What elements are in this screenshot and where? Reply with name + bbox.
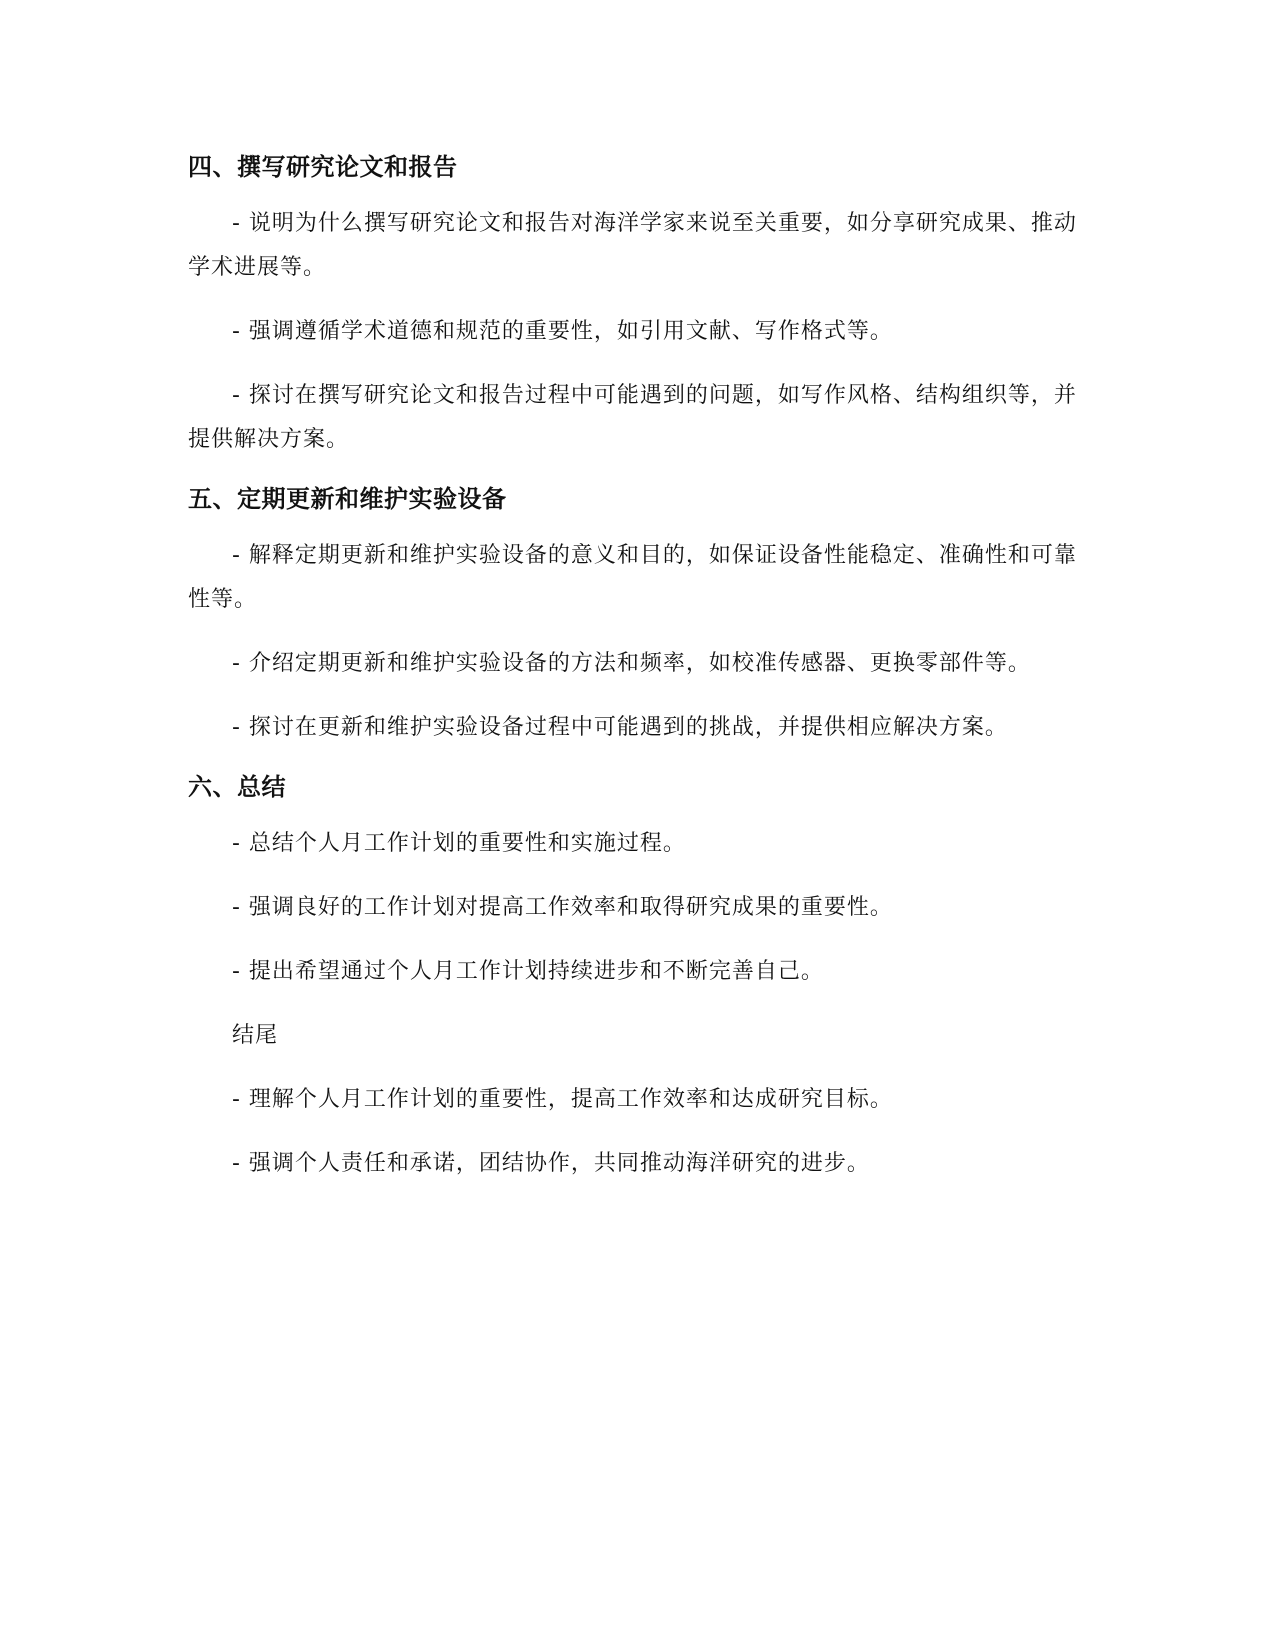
section-paragraph: - 强调遵循学术道德和规范的重要性，如引用文献、写作格式等。 (232, 319, 893, 344)
section-equipment-maintenance (188, 482, 1080, 750)
section-summary (188, 770, 1080, 994)
section-paragraph: - 说明为什么撰写研究论文和报告对海洋学家来说至关重要，如分享研究成果、推动学术进展等。 (188, 211, 1077, 280)
section-paragraph: - 提出希望通过个人月工作计划持续进步和不断完善自己。 (232, 959, 824, 984)
section-heading: 五、定期更新和维护实验设备 (188, 485, 507, 513)
document-body (188, 140, 1080, 1206)
closing-paragraph: - 理解个人月工作计划的重要性，提高工作效率和达成研究目标。 (232, 1087, 893, 1112)
section-paragraph: - 探讨在撰写研究论文和报告过程中可能遇到的问题，如写作风格、结构组织等，并提供解决方案。 (188, 383, 1077, 452)
closing-paragraph: - 强调个人责任和承诺，团结协作，共同推动海洋研究的进步。 (232, 1151, 870, 1176)
section-paragraph: - 强调良好的工作计划对提高工作效率和取得研究成果的重要性。 (232, 895, 893, 920)
section-closing (188, 1014, 1080, 1186)
section-heading: 四、撰写研究论文和报告 (188, 153, 458, 181)
closing-title: 结尾 (232, 1023, 279, 1048)
section-paragraph: - 探讨在更新和维护实验设备过程中可能遇到的挑战，并提供相应解决方案。 (232, 715, 1008, 740)
section-writing-papers (188, 150, 1080, 462)
section-paragraph: - 解释定期更新和维护实验设备的意义和目的，如保证设备性能稳定、准确性和可靠性等。 (188, 543, 1077, 612)
section-paragraph: - 介绍定期更新和维护实验设备的方法和频率，如校准传感器、更换零部件等。 (232, 651, 1031, 676)
section-heading: 六、总结 (188, 773, 286, 801)
section-paragraph: - 总结个人月工作计划的重要性和实施过程。 (232, 831, 686, 856)
